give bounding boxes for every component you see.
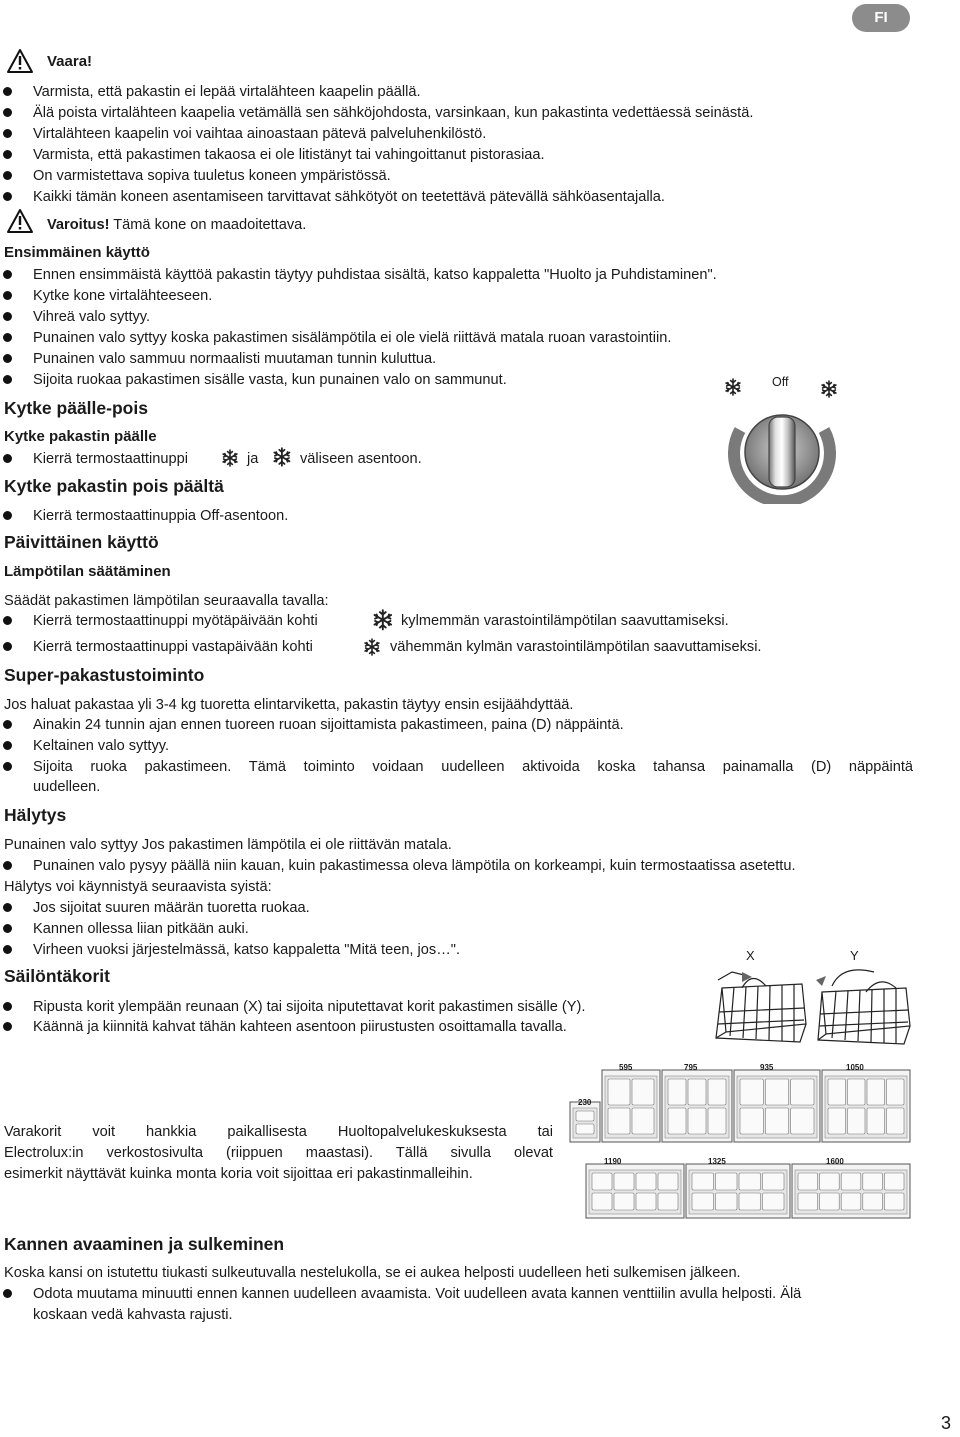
- bullet-icon: [3, 903, 12, 912]
- snowflake-icon: [822, 381, 836, 397]
- snowflake-icon: [272, 447, 292, 467]
- subsection-title-on: Kytke pakastin päälle: [4, 428, 157, 445]
- caution-note: Varoitus! Tämä kone on maadoitettava.: [47, 217, 307, 233]
- bullet-icon: [3, 1022, 12, 1031]
- freezer-models-drawing: [566, 1060, 914, 1220]
- bullet-icon: [3, 108, 12, 117]
- warning-title: Vaara!: [47, 53, 93, 70]
- model-label: 795: [684, 1063, 698, 1072]
- bullet-icon: [3, 511, 12, 520]
- freezer-model-box: [734, 1070, 820, 1142]
- page-number: 3: [941, 1413, 952, 1433]
- freezer-model-box: [602, 1070, 660, 1142]
- bullet-icon: [3, 171, 12, 180]
- bullet-icon: [3, 642, 12, 651]
- bullet-icon: [3, 129, 12, 138]
- paragraph: Säädät pakastimen lämpötilan seuraavalla tavalla:: [4, 593, 329, 609]
- section-title-super-freeze: Super-pakastustoiminto: [4, 665, 205, 685]
- freezer-model-box: [686, 1164, 790, 1218]
- section-title-lid: Kannen avaaminen ja sulkeminen: [4, 1234, 285, 1254]
- model-label: 935: [760, 1063, 774, 1072]
- list-item: Sijoita ruoka pakastimeen. Tämä toiminto voidaan uudelleen aktivoida koska tahansa painamalla (D) näppäintä uudelleen.: [0, 757, 913, 799]
- model-label: 230: [578, 1098, 592, 1107]
- bullet-icon: [3, 741, 12, 750]
- freezer-model-box: [662, 1070, 732, 1142]
- spare-baskets-paragraph: Varakorit voit hankkia paikallisesta Huoltopalvelukeskuksesta tai Electrolux:in verkostosivulta (riippuen maastasi). Tällä sivulla olevat esimerkit näyttävät kuinka monta koria voit sijoittaa eri pakastinmalleihin.: [4, 1124, 553, 1182]
- subsection-title-off: Kytke pakastin pois päältä: [4, 476, 224, 496]
- paragraph: Koska kansi on istutettu tiukasti sulkeutuvalla nestelukolla, se ei aukea helposti uudelleen heti sulkemisen jälkeen.: [4, 1265, 741, 1281]
- snowflake-icon: [726, 379, 740, 395]
- language-tab[interactable]: FI: [852, 4, 910, 32]
- model-label: 1050: [846, 1063, 864, 1072]
- caution-icon: [6, 208, 34, 235]
- bullet-icon: [3, 762, 12, 771]
- section-title-daily-use: Päivittäinen käyttö: [4, 532, 159, 552]
- freezer-model-box: [570, 1102, 600, 1142]
- bullet-icon: [3, 354, 12, 363]
- section-title-baskets: Säilöntäkorit: [4, 966, 110, 986]
- bullet-icon: [3, 861, 12, 870]
- section-title-alarm: Hälytys: [4, 805, 67, 825]
- bullet-icon: [3, 454, 12, 463]
- snowflake-icon: [221, 449, 239, 467]
- section-title-on-off: Kytke päälle-pois: [4, 398, 148, 418]
- bullet-icon: [3, 1002, 12, 1011]
- thermostat-dial-illustration: [718, 372, 848, 504]
- basket-hanging-illustration: [712, 962, 812, 1048]
- section-title-first-use: Ensimmäinen käyttö: [4, 244, 150, 261]
- basket-label-x: X: [746, 948, 755, 963]
- warning-icon: [6, 48, 34, 75]
- model-label: 1600: [826, 1157, 844, 1166]
- bullet-icon: [3, 87, 12, 96]
- freezer-model-box: [586, 1164, 684, 1218]
- bullet-icon: [3, 270, 12, 279]
- bullet-icon: [3, 150, 12, 159]
- dial-off-label: Off: [772, 375, 789, 389]
- bullet-icon: [3, 192, 12, 201]
- bullet-icon: [3, 312, 12, 321]
- bullet-icon: [3, 1289, 12, 1298]
- paragraph: Punainen valo syttyy Jos pakastimen lämpötila ei ole riittävän matala.: [4, 837, 452, 853]
- bullet-icon: [3, 333, 12, 342]
- bullet-icon: [3, 291, 12, 300]
- subsection-title-temperature: Lämpötilan säätäminen: [4, 563, 171, 580]
- basket-stacked-illustration: [812, 962, 916, 1048]
- bullet-icon: [3, 720, 12, 729]
- freezer-models-illustration: [566, 1060, 914, 1220]
- basket-label-y: Y: [850, 948, 859, 963]
- paragraph: Jos haluat pakastaa yli 3-4 kg tuoretta elintarviketta, pakastin täytyy ensin esijäähdyttää.: [4, 697, 574, 713]
- bullet-icon: [3, 375, 12, 384]
- snowflake-icon: [363, 638, 381, 656]
- paragraph: Hälytys voi käynnistyä seuraavista syistä:: [4, 879, 272, 895]
- freezer-model-box: [822, 1070, 910, 1142]
- model-label: 595: [619, 1063, 633, 1072]
- freezer-model-box: [792, 1164, 910, 1218]
- bullet-icon: [3, 945, 12, 954]
- model-label: 1190: [604, 1157, 622, 1166]
- bullet-icon: [3, 924, 12, 933]
- bullet-icon: [3, 616, 12, 625]
- snowflake-icon: [372, 609, 394, 631]
- model-label: 1325: [708, 1157, 726, 1166]
